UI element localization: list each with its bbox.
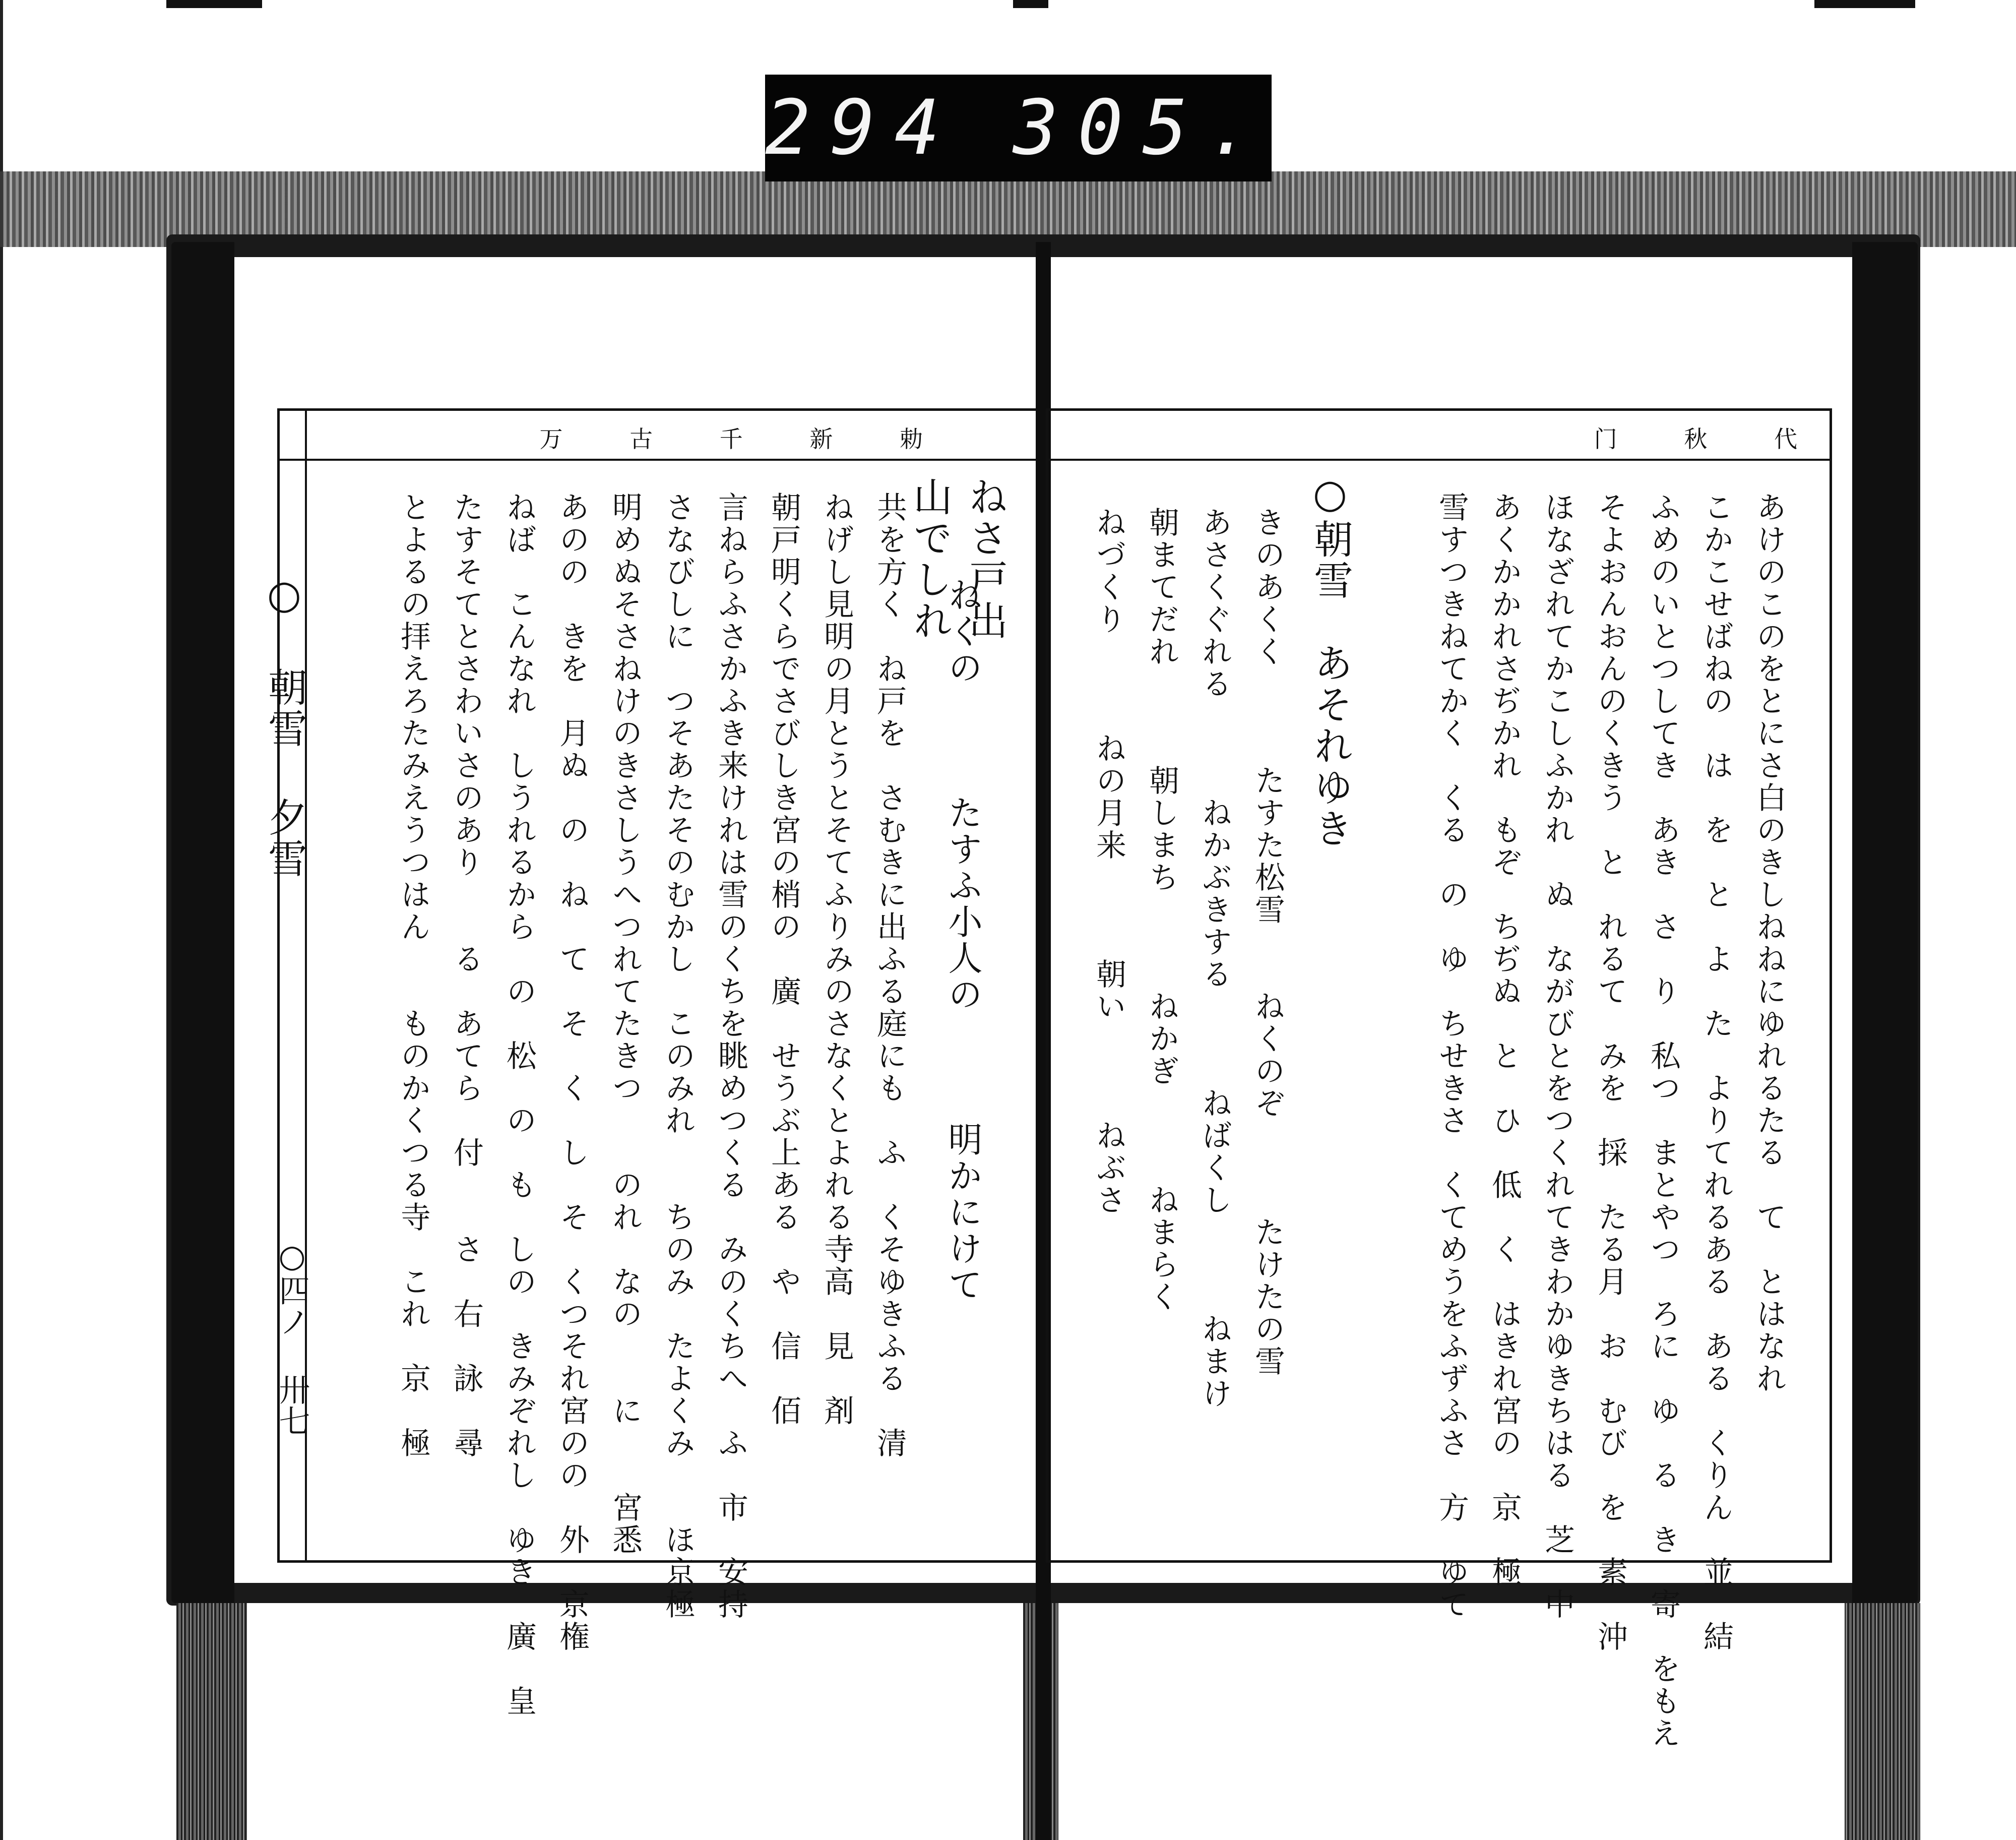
- film-top-mark: [1013, 0, 1048, 8]
- film-top-mark: [1814, 0, 1915, 8]
- text-column: あくかかれさぢかれ もぞ ちぢぬ と ひ 低 く はきれ宮の 京 極: [1487, 492, 1522, 1588]
- book-cover-right: [1852, 242, 1918, 1603]
- text-column: 朝まてだれ 朝しまち ねかぎ ねまらく: [1144, 507, 1179, 1313]
- right-page: [1051, 257, 1852, 1750]
- text-column: ふめのいとつしてき あき さ り 私つ まとやつ ろに ゆ る き 寄 をもえ: [1646, 492, 1681, 1750]
- text-column: ねげし見明の月とうとそてふりみのさなくとよれる寺高 見 剤: [819, 492, 854, 1427]
- text-column: あのの きを 月ぬ の ね て そ く し そ くつそれ宮のの 外 京権: [554, 492, 590, 1653]
- text-column: 雪すつきねてかく くる の ゆ ちせきさ くてめうをふずふさ 方 ゆて: [1434, 492, 1469, 1621]
- frame-number-right: 305.: [1013, 84, 1272, 172]
- text-column: そよおんおんのくきう と れるて みを 採 たる月 お むび を 素 沖: [1593, 492, 1628, 1653]
- text-column: 言ねらふさかふき来けれは雪のくちを眺めつくる みのくちへ ふ 市 安持: [713, 492, 748, 1621]
- text-column: 明めぬそさねけのきさしうへつれてたきつ のれ なの に 宮悉: [607, 492, 643, 1556]
- running-head: 万 古 千 新 勅: [539, 425, 925, 453]
- text-column: とよるの拝えろたみえうつはん ものかくつる寺 これ 京 極: [396, 492, 431, 1459]
- film-edge-line: [0, 0, 3, 1840]
- text-column: あさくぐれる ねかぶきする ねばくし ねまけ: [1197, 507, 1232, 1410]
- text-column: ねさ戸出: [962, 476, 1007, 642]
- left-page: [234, 257, 1036, 1718]
- folio-number: ○四ノ 卅七: [274, 1238, 310, 1436]
- text-column: きのあくく たすた松雪 ねくのぞ たけたの雪: [1250, 507, 1285, 1378]
- text-column: 共を方く ね戸を さむきに出ふる庭にも ふ くそゆきふる 清: [872, 492, 907, 1459]
- text-column: 朝戸明くらでさびしき宮の梢の 廣 せうぶ上ある や 信 佰: [766, 492, 801, 1427]
- section-heading: ○朝雪 あそれゆき: [1307, 471, 1353, 849]
- running-head: 门 秋 代: [1594, 425, 1799, 453]
- left-page-frame: [262, 408, 1058, 1718]
- lower-page-left: [247, 1603, 1023, 1840]
- frame-number-label: [765, 75, 1272, 181]
- frame-number-left: 294: [765, 84, 959, 172]
- text-column: 山でしれ: [907, 476, 952, 642]
- book-cover-left: [171, 242, 234, 1603]
- text-column: あけのこのをとにさ白のきしねねにゆれるたる て とはなれ: [1751, 492, 1787, 1395]
- film-top-mark: [166, 0, 262, 8]
- text-column: たすそてとさわいさのあり る あてら 付 さ 右 詠 尋: [449, 492, 484, 1459]
- text-column: こかこせばねの は を と よ た よりてれるある ある くりん 並 結: [1698, 492, 1734, 1653]
- right-page-frame: [1046, 408, 1832, 1750]
- text-column: ねづくり ねの月来 朝い ねぶさ: [1091, 507, 1126, 1216]
- header-rule: [280, 459, 1056, 461]
- text-column: ねば こんなれ しうれるから の 松 の も しの きみぞれし ゆき 廣 皇: [501, 492, 537, 1718]
- text-column: ほなざれてかこしふかれ ぬ ながびとをつくれてきわかゆきちはる 芝 中: [1540, 492, 1575, 1621]
- text-column: ねくの たすふ小人の 明かにけて: [942, 577, 982, 1303]
- text-column: さなびしに つそあたそのむかし このみれ ちのみ たよくみ ほ京極: [660, 492, 696, 1621]
- section-heading: ○ 朝雪 夕雪: [262, 572, 307, 880]
- header-rule: [1048, 459, 1830, 461]
